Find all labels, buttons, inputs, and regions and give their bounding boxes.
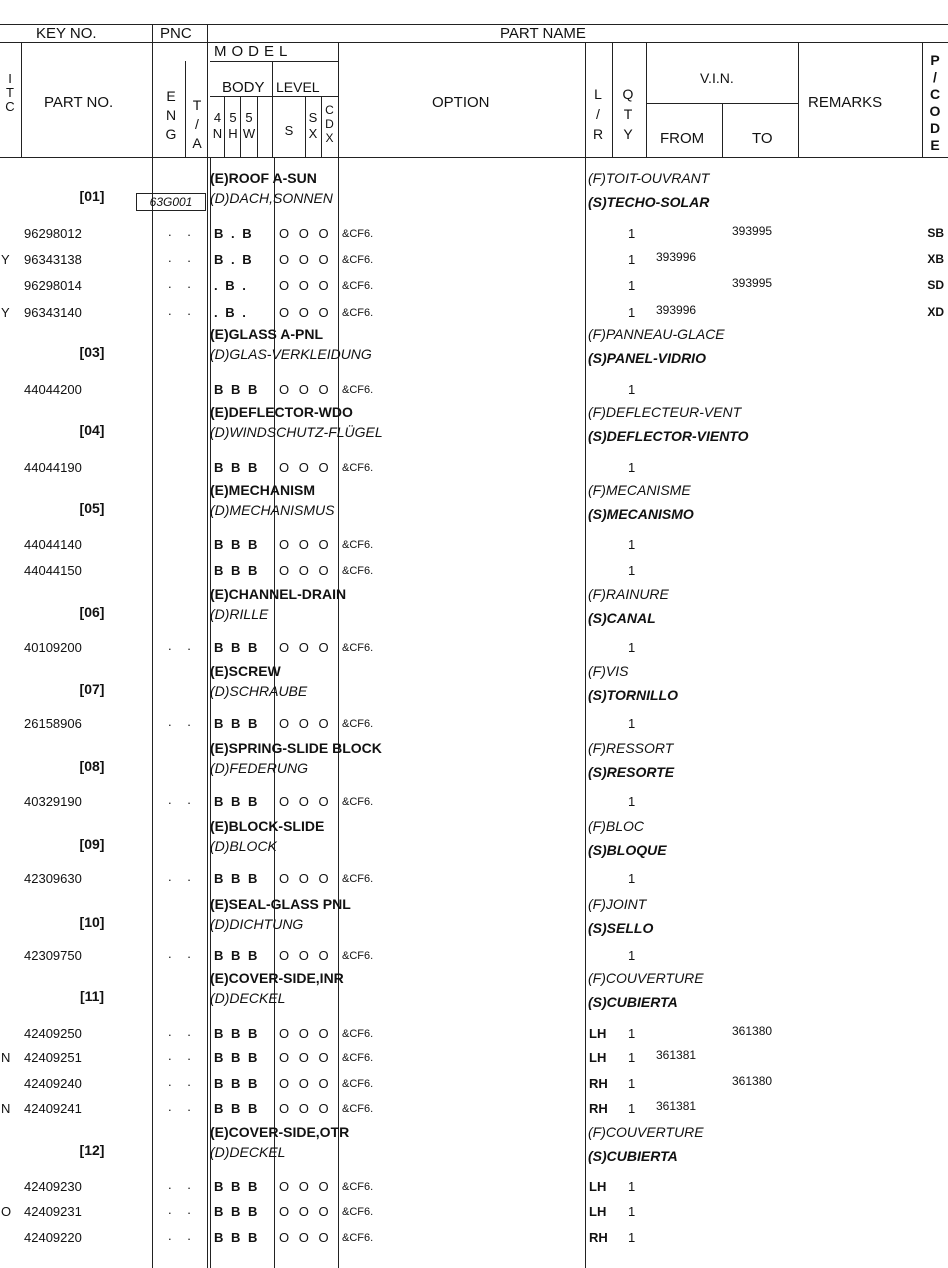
option-code: &CF6. — [342, 539, 374, 551]
level-marks: O O O — [279, 382, 332, 397]
body-marks: B B B — [214, 1101, 260, 1116]
part-name-english: (E)COVER-SIDE,INR — [210, 970, 344, 986]
level-marks: O O O — [279, 252, 332, 267]
level-header: LEVEL — [276, 79, 320, 95]
qty-letter-2: T — [623, 106, 633, 122]
part-name-german: (D)GLAS-VERKLEIDUNG — [210, 346, 372, 362]
left-right: RH — [589, 1076, 608, 1091]
part-name-french: (F)TOIT-OUVRANT — [588, 170, 710, 186]
body-marks: B . B — [214, 252, 254, 267]
pcode-letter-2: / — [933, 69, 937, 85]
quantity: 1 — [628, 1026, 636, 1041]
vin-header: V.I.N. — [700, 70, 734, 86]
ta-letter-3: A — [192, 135, 202, 151]
body-marks: B B B — [214, 794, 260, 809]
level-marks: O O O — [279, 1230, 332, 1245]
pnc-marks: . . — [168, 1202, 197, 1217]
key-no: [09] — [79, 836, 105, 852]
option-code: &CF6. — [342, 1206, 374, 1218]
key-no: [06] — [79, 604, 105, 620]
vin-from: 393996 — [656, 250, 697, 264]
table-top-border — [0, 24, 948, 25]
part-number: 42409230 — [24, 1179, 82, 1194]
level-marks: O O O — [279, 278, 332, 293]
quantity: 1 — [628, 278, 636, 293]
header-divider — [0, 42, 948, 43]
left-right: RH — [589, 1230, 608, 1245]
option-code: &CF6. — [342, 565, 374, 577]
key-no: [08] — [79, 758, 105, 774]
col-divider-option — [338, 42, 339, 1268]
illustration-ref-badge: 63G001 — [136, 193, 206, 211]
body-marks: B B B — [214, 1026, 260, 1041]
pnc-marks: . . — [168, 1048, 197, 1063]
col-divider-qty — [612, 42, 613, 157]
part-number: 42409240 — [24, 1076, 82, 1091]
pcode: XD — [927, 305, 944, 319]
lr-letter-1: L — [594, 86, 602, 102]
part-name-french: (F)JOINT — [588, 896, 647, 912]
part-name-german: (D)MECHANISMUS — [210, 502, 335, 518]
col-divider-lr — [585, 42, 586, 1268]
pnc-header: PNC — [160, 25, 192, 42]
part-name-german: (D)SCHRAUBE — [210, 683, 308, 699]
pcode-letter-5: D — [929, 120, 941, 136]
qty-letter-3: Y — [623, 126, 633, 142]
pnc-marks: . . — [168, 276, 197, 291]
itc-header — [2, 72, 18, 114]
level-marks: O O O — [279, 460, 332, 475]
quantity: 1 — [628, 640, 636, 655]
vin-to: 393995 — [732, 224, 773, 238]
part-name-french: (F)COUVERTURE — [588, 970, 704, 986]
part-name-french: (F)MECANISME — [588, 482, 691, 498]
part-name-german: (D)DACH,SONNEN — [210, 190, 333, 206]
level-col-sx: S X — [308, 110, 318, 141]
body-col-5h: 5 H — [228, 110, 238, 141]
option-code: &CF6. — [342, 718, 374, 730]
part-name-spanish: (S)CUBIERTA — [588, 994, 678, 1010]
header-bottom-border — [0, 157, 948, 158]
level-marks: O O O — [279, 948, 332, 963]
part-name-spanish: (S)TORNILLO — [588, 687, 678, 703]
key-no: [12] — [79, 1142, 105, 1158]
part-number: 44044140 — [24, 537, 82, 552]
col-divider-remarks — [798, 42, 799, 157]
part-name-english: (E)COVER-SIDE,OTR — [210, 1124, 350, 1140]
col-divider-pnc — [207, 24, 208, 1268]
eng-header — [161, 87, 181, 144]
part-number: 42309630 — [24, 871, 82, 886]
itc-code: N — [1, 1050, 11, 1065]
body-col-5w: 5 W — [242, 110, 256, 141]
part-name-german: (D)FEDERUNG — [210, 760, 308, 776]
vin-from: 361381 — [656, 1048, 697, 1062]
part-name-spanish: (S)PANEL-VIDRIO — [588, 350, 706, 366]
part-name-german: (D)BLOCK — [210, 838, 277, 854]
option-code: &CF6. — [342, 873, 374, 885]
part-name-spanish: (S)MECANISMO — [588, 506, 694, 522]
level-col-left-line — [274, 157, 275, 1268]
part-name-english: (E)SCREW — [210, 663, 281, 679]
itc-code: Y — [1, 252, 10, 267]
part-number: 96298014 — [24, 278, 82, 293]
col-divider-body-level — [272, 61, 273, 157]
part-name-spanish: (S)DEFLECTOR-VIENTO — [588, 428, 749, 444]
body-col-4n: 4 N — [212, 110, 223, 141]
col-divider-from-to — [722, 103, 723, 157]
option-code: &CF6. — [342, 228, 374, 240]
lr-letter-2: / — [596, 106, 600, 122]
option-code: &CF6. — [342, 1103, 374, 1115]
option-header: OPTION — [432, 94, 490, 111]
option-code: &CF6. — [342, 462, 374, 474]
part-number: 42409231 — [24, 1204, 82, 1219]
level-marks: O O O — [279, 1026, 332, 1041]
pcode-letter-4: O — [929, 103, 941, 119]
quantity: 1 — [628, 1076, 636, 1091]
pnc-marks: . . — [168, 1177, 197, 1192]
model-header: MODEL — [214, 43, 293, 60]
part-name-english: (E)SEAL-GLASS PNL — [210, 896, 351, 912]
option-code: &CF6. — [342, 1052, 374, 1064]
col-divider-body-1 — [224, 96, 225, 157]
pcode: SB — [927, 226, 944, 240]
part-name-english: (E)MECHANISM — [210, 482, 315, 498]
body-marks: . B . — [214, 278, 248, 293]
part-name-english: (E)CHANNEL-DRAIN — [210, 586, 347, 602]
part-number: 40329190 — [24, 794, 82, 809]
itc-code: Y — [1, 305, 10, 320]
level-marks: O O O — [279, 1101, 332, 1116]
quantity: 1 — [628, 305, 636, 320]
part-name-german: (D)WINDSCHUTZ-FLÜGEL — [210, 424, 383, 440]
left-right: LH — [589, 1179, 607, 1194]
level-marks: O O O — [279, 305, 332, 320]
to-header: TO — [752, 130, 773, 147]
level-marks: O O O — [279, 537, 332, 552]
option-code: &CF6. — [342, 254, 374, 266]
part-number: 26158906 — [24, 716, 82, 731]
pcode-header — [925, 52, 945, 154]
pnc-marks: . . — [168, 303, 197, 318]
part-number: 96343140 — [24, 305, 82, 320]
quantity: 1 — [628, 1179, 636, 1194]
part-name-french: (F)VIS — [588, 663, 629, 679]
pnc-marks: . . — [168, 1074, 197, 1089]
ta-letter-1: T — [192, 97, 202, 113]
quantity: 1 — [628, 1230, 636, 1245]
option-code: &CF6. — [342, 280, 374, 292]
body-col-left-line — [210, 157, 211, 1268]
left-right: LH — [589, 1050, 607, 1065]
quantity: 1 — [628, 1204, 636, 1219]
body-marks: B B B — [214, 948, 260, 963]
part-name-french: (F)RESSORT — [588, 740, 674, 756]
part-name-header: PART NAME — [500, 25, 586, 42]
part-number: 42409251 — [24, 1050, 82, 1065]
level-marks: O O O — [279, 563, 332, 578]
level-marks: O O O — [279, 1204, 332, 1219]
left-right: LH — [589, 1204, 607, 1219]
level-marks: O O O — [279, 640, 332, 655]
option-code: &CF6. — [342, 950, 374, 962]
col-divider-vin — [646, 42, 647, 157]
key-no: [07] — [79, 681, 105, 697]
remarks-header: REMARKS — [808, 94, 883, 111]
itc-letter-2: T — [6, 85, 14, 100]
part-name-english: (E)ROOF A-SUN — [210, 170, 317, 186]
col-divider-itc — [21, 42, 22, 157]
pcode-letter-1: P — [930, 52, 940, 68]
qty-header — [615, 84, 641, 144]
quantity: 1 — [628, 537, 636, 552]
part-number: 96298012 — [24, 226, 82, 241]
part-no-header: PART NO. — [44, 94, 114, 111]
body-marks: B B B — [214, 382, 260, 397]
col-divider-eng — [185, 61, 186, 157]
option-code: &CF6. — [342, 1232, 374, 1244]
level-marks: O O O — [279, 794, 332, 809]
part-name-spanish: (S)BLOQUE — [588, 842, 667, 858]
body-marks: B B B — [214, 871, 260, 886]
part-number: 42409241 — [24, 1101, 82, 1116]
quantity: 1 — [628, 382, 636, 397]
key-no: [11] — [79, 988, 105, 1004]
part-number: 96343138 — [24, 252, 82, 267]
part-name-english: (E)SPRING-SLIDE BLOCK — [210, 740, 382, 756]
option-code: &CF6. — [342, 642, 374, 654]
part-name-french: (F)PANNEAU-GLACE — [588, 326, 725, 342]
body-marks: B B B — [214, 1050, 260, 1065]
pcode-letter-3: C — [929, 86, 941, 102]
option-code: &CF6. — [342, 384, 374, 396]
vin-to: 361380 — [732, 1024, 773, 1038]
vin-to: 361380 — [732, 1074, 773, 1088]
pnc-marks: . . — [168, 714, 197, 729]
part-name-english: (E)BLOCK-SLIDE — [210, 818, 325, 834]
level-marks: O O O — [279, 871, 332, 886]
key-no: [04] — [79, 422, 105, 438]
body-marks: B . B — [214, 226, 254, 241]
level-marks: O O O — [279, 1179, 332, 1194]
pcode: SD — [927, 278, 944, 292]
pnc-marks: . . — [168, 1024, 197, 1039]
level-marks: O O O — [279, 716, 332, 731]
part-name-french: (F)RAINURE — [588, 586, 669, 602]
left-right: LH — [589, 1026, 607, 1041]
option-code: &CF6. — [342, 1181, 374, 1193]
option-code: &CF6. — [342, 1078, 374, 1090]
part-name-spanish: (S)SELLO — [588, 920, 654, 936]
level-marks: O O O — [279, 226, 332, 241]
key-no: [10] — [79, 914, 105, 930]
itc-code: N — [1, 1101, 11, 1116]
key-no-header: KEY NO. — [36, 25, 97, 42]
part-name-german: (D)RILLE — [210, 606, 269, 622]
eng-letter-1: E — [166, 88, 176, 104]
level-marks: O O O — [279, 1050, 332, 1065]
body-marks: B B B — [214, 640, 260, 655]
pcode: XB — [927, 252, 944, 266]
body-level-underline — [210, 96, 338, 97]
body-marks: B B B — [214, 460, 260, 475]
vin-from: 361381 — [656, 1099, 697, 1113]
quantity: 1 — [628, 460, 636, 475]
body-marks: . B . — [214, 305, 248, 320]
part-number: 42409250 — [24, 1026, 82, 1041]
body-marks: B B B — [214, 1230, 260, 1245]
body-marks: B B B — [214, 1076, 260, 1091]
quantity: 1 — [628, 794, 636, 809]
part-name-spanish: (S)CUBIERTA — [588, 1148, 678, 1164]
body-marks: B B B — [214, 537, 260, 552]
pnc-marks: . . — [168, 1228, 197, 1243]
part-name-german: (D)DECKEL — [210, 990, 286, 1006]
col-divider-pcode — [922, 42, 923, 157]
part-number: 44044150 — [24, 563, 82, 578]
ta-header — [189, 96, 205, 153]
part-name-french: (F)COUVERTURE — [588, 1124, 704, 1140]
level-col-cdx: C D X — [325, 103, 334, 145]
lr-letter-3: R — [592, 126, 604, 142]
body-marks: B B B — [214, 563, 260, 578]
eng-letter-3: G — [165, 126, 177, 142]
part-name-english: (E)DEFLECTOR-WDO — [210, 404, 353, 420]
pcode-letter-6: E — [930, 137, 940, 153]
body-marks: B B B — [214, 1204, 260, 1219]
part-number: 44044190 — [24, 460, 82, 475]
part-name-spanish: (S)RESORTE — [588, 764, 675, 780]
body-marks: B B B — [214, 1179, 260, 1194]
col-divider-body-3 — [257, 96, 258, 157]
from-header: FROM — [660, 130, 705, 147]
model-underline — [210, 61, 338, 62]
part-name-english: (E)GLASS A-PNL — [210, 326, 324, 342]
lr-header — [588, 84, 608, 144]
itc-letter-1: I — [8, 71, 12, 86]
option-code: &CF6. — [342, 307, 374, 319]
pnc-marks: . . — [168, 250, 197, 265]
pnc-marks: . . — [168, 946, 197, 961]
part-name-spanish: (S)TECHO-SOLAR — [588, 194, 710, 210]
option-code: &CF6. — [342, 796, 374, 808]
body-header: BODY — [222, 79, 265, 96]
quantity: 1 — [628, 1101, 636, 1116]
eng-letter-2: N — [165, 107, 177, 123]
pnc-marks: . . — [168, 638, 197, 653]
quantity: 1 — [628, 226, 636, 241]
part-name-german: (D)DICHTUNG — [210, 916, 304, 932]
col-divider-body-2 — [240, 96, 241, 157]
left-right: RH — [589, 1101, 608, 1116]
vin-from: 393996 — [656, 303, 697, 317]
pnc-marks: . . — [168, 869, 197, 884]
part-number: 44044200 — [24, 382, 82, 397]
vin-to: 393995 — [732, 276, 773, 290]
pnc-marks: . . — [168, 1099, 197, 1114]
part-number: 40109200 — [24, 640, 82, 655]
quantity: 1 — [628, 563, 636, 578]
quantity: 1 — [628, 1050, 636, 1065]
body-marks: B B B — [214, 716, 260, 731]
ta-letter-2: / — [195, 116, 199, 132]
itc-code: O — [1, 1204, 12, 1219]
qty-letter-1: Q — [622, 86, 634, 102]
part-name-french: (F)BLOC — [588, 818, 644, 834]
pnc-marks: . . — [168, 792, 197, 807]
option-code: &CF6. — [342, 1028, 374, 1040]
level-marks: O O O — [279, 1076, 332, 1091]
part-number: 42309750 — [24, 948, 82, 963]
quantity: 1 — [628, 716, 636, 731]
part-name-german: (D)DECKEL — [210, 1144, 286, 1160]
part-name-spanish: (S)CANAL — [588, 610, 656, 626]
itc-letter-3: C — [5, 99, 15, 114]
pnc-marks: . . — [168, 224, 197, 239]
quantity: 1 — [628, 252, 636, 267]
level-col-s: S — [284, 123, 294, 138]
key-no: [05] — [79, 500, 105, 516]
quantity: 1 — [628, 948, 636, 963]
part-name-french: (F)DEFLECTEUR-VENT — [588, 404, 742, 420]
key-no: [03] — [79, 344, 105, 360]
quantity: 1 — [628, 871, 636, 886]
part-number: 42409220 — [24, 1230, 82, 1245]
key-no: [01] — [79, 188, 105, 204]
